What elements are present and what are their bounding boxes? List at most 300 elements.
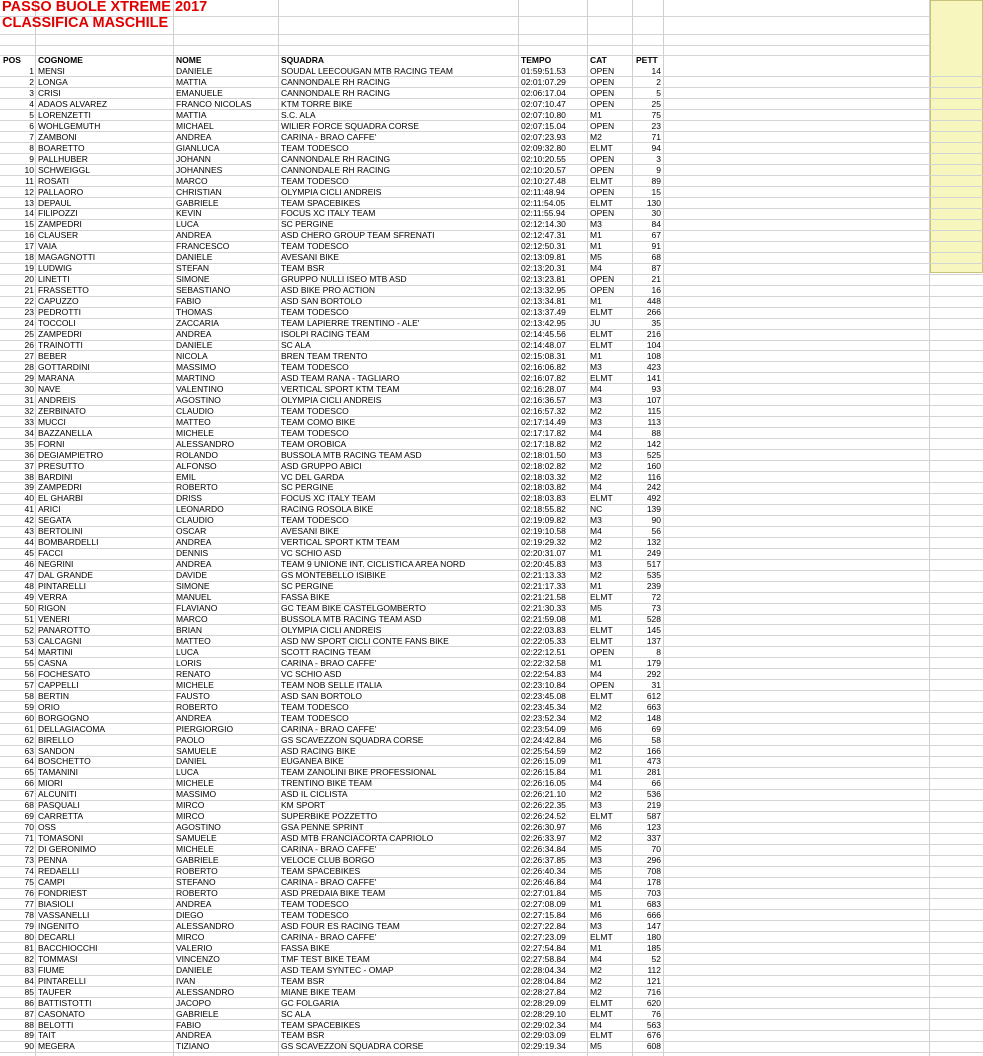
cell-nome[interactable]: NICOLA [176, 350, 208, 361]
cell-cat[interactable]: OPEN [590, 153, 615, 164]
cell-cat[interactable]: ELMT [590, 372, 613, 383]
cell-squadra[interactable]: TEAM TODESCO [281, 142, 349, 153]
cell-pett[interactable]: 216 [646, 329, 661, 340]
cell-tempo[interactable]: 02:27:54.84 [521, 942, 566, 953]
cell-pett[interactable]: 3 [656, 153, 661, 164]
cell-cat[interactable]: M1 [590, 898, 602, 909]
cell-squadra[interactable]: ASD PREDAIA BIKE TEAM [281, 888, 386, 898]
cell-pos[interactable]: 32 [24, 405, 34, 416]
cell-squadra[interactable]: KM SPORT [281, 800, 326, 811]
cell-cognome[interactable]: MIORI [38, 778, 63, 789]
cell-cat[interactable]: M2 [590, 405, 602, 416]
cell-tempo[interactable]: 02:13:37.49 [521, 307, 566, 318]
cell-nome[interactable]: JOHANN [176, 153, 211, 164]
cell-pett[interactable]: 160 [646, 460, 661, 471]
cell-squadra[interactable]: ISOLPI RACING TEAM [281, 329, 370, 340]
cell-pos[interactable]: 7 [29, 131, 34, 142]
cell-nome[interactable]: FRANCO NICOLAS [176, 98, 252, 109]
cell-nome[interactable]: VALENTINO [176, 383, 224, 394]
cell-cognome[interactable]: BERTIN [38, 690, 70, 701]
cell-squadra[interactable]: BUSSOLA MTB RACING TEAM ASD [281, 449, 422, 460]
cell-tempo[interactable]: 02:26:16.05 [521, 778, 566, 789]
cell-cat[interactable]: ELMT [590, 493, 613, 504]
cell-tempo[interactable]: 01:59:51.53 [521, 66, 566, 76]
cell-pos[interactable]: 38 [24, 471, 34, 482]
cell-cat[interactable]: ELMT [590, 811, 613, 822]
cell-cat[interactable]: M4 [590, 1019, 602, 1030]
cell-tempo[interactable]: 02:15:08.31 [521, 350, 566, 361]
cell-nome[interactable]: GABRIELE [176, 1008, 219, 1019]
cell-cat[interactable]: M2 [590, 964, 602, 975]
cell-squadra[interactable]: ASD CHERO GROUP TEAM SFRENATI [281, 230, 435, 241]
cell-nome[interactable]: CLAUDIO [176, 405, 214, 416]
cell-cognome[interactable]: BIRELLO [38, 734, 74, 745]
cell-cognome[interactable]: BEBER [38, 350, 67, 361]
cell-pett[interactable]: 108 [646, 350, 661, 361]
cell-tempo[interactable]: 02:13:32.95 [521, 285, 566, 296]
cell-tempo[interactable]: 02:23:54.09 [521, 723, 566, 734]
cell-nome[interactable]: DANIELE [176, 964, 213, 975]
cell-cognome[interactable]: TAMANINI [38, 767, 78, 778]
cell-pett[interactable]: 68 [651, 252, 661, 263]
cell-tempo[interactable]: 02:18:55.82 [521, 504, 566, 515]
cell-cognome[interactable]: FILIPOZZI [38, 208, 78, 219]
cell-pett[interactable]: 116 [647, 471, 661, 482]
cell-cognome[interactable]: WOHLGEMUTH [38, 120, 101, 131]
cell-squadra[interactable]: SC PERGINE [281, 482, 334, 493]
cell-cat[interactable]: M4 [590, 427, 602, 438]
cell-cognome[interactable]: ZAMPEDRI [38, 482, 82, 493]
cell-nome[interactable]: LUCA [176, 767, 199, 778]
cell-pos[interactable]: 88 [24, 1019, 34, 1030]
cell-pett[interactable]: 683 [646, 898, 661, 909]
cell-cognome[interactable]: VAIA [38, 241, 57, 252]
cell-pett[interactable]: 608 [646, 1041, 661, 1052]
cell-cognome[interactable]: TOMMASI [38, 953, 78, 964]
cell-tempo[interactable]: 02:18:02.82 [521, 460, 566, 471]
cell-cat[interactable]: M3 [590, 219, 602, 230]
cell-cognome[interactable]: DI GERONIMO [38, 844, 97, 855]
cell-cat[interactable]: ELMT [590, 175, 613, 186]
cell-pos[interactable]: 12 [24, 186, 34, 197]
cell-cat[interactable]: M4 [590, 526, 602, 537]
cell-cat[interactable]: OPEN [590, 208, 615, 219]
cell-cognome[interactable]: MENSI [38, 66, 65, 76]
cell-tempo[interactable]: 02:16:57.32 [521, 405, 566, 416]
cell-tempo[interactable]: 02:27:22.84 [521, 920, 566, 931]
cell-cognome[interactable]: FONDRIEST [38, 888, 88, 898]
cell-pos[interactable]: 60 [24, 712, 34, 723]
cell-squadra[interactable]: CANNONDALE RH RACING [281, 164, 391, 175]
cell-cat[interactable]: M1 [590, 614, 602, 624]
cell-tempo[interactable]: 02:26:34.84 [521, 844, 566, 855]
cell-pos[interactable]: 86 [24, 997, 34, 1008]
cell-pett[interactable]: 107 [646, 394, 661, 405]
cell-nome[interactable]: SAMUELE [176, 833, 217, 844]
cell-cognome[interactable]: ARICI [38, 504, 61, 515]
cell-nome[interactable]: ALFONSO [176, 460, 217, 471]
cell-pos[interactable]: 52 [24, 624, 34, 635]
cell-squadra[interactable]: GRUPPO NULLI ISEO MTB ASD [281, 274, 407, 285]
cell-squadra[interactable]: SC ALA [281, 340, 311, 350]
cell-pos[interactable]: 31 [24, 394, 34, 405]
cell-cognome[interactable]: PASQUALI [38, 800, 80, 811]
cell-cat[interactable]: M6 [590, 723, 602, 734]
cell-squadra[interactable]: OLYMPIA CICLI ANDREIS [281, 394, 382, 405]
cell-pos[interactable]: 8 [29, 142, 34, 153]
cell-squadra[interactable]: VC SCHIO ASD [281, 548, 342, 559]
cell-squadra[interactable]: TEAM TODESCO [281, 307, 349, 318]
cell-tempo[interactable]: 02:27:08.09 [521, 898, 566, 909]
cell-pett[interactable]: 179 [646, 657, 661, 668]
cell-squadra[interactable]: ASD TEAM SYNTEC - OMAP [281, 964, 394, 975]
cell-nome[interactable]: FABIO [176, 1019, 202, 1030]
cell-pett[interactable]: 185 [646, 942, 661, 953]
cell-pos[interactable]: 26 [24, 340, 34, 350]
cell-nome[interactable]: MANUEL [176, 592, 212, 603]
cell-pos[interactable]: 77 [24, 898, 34, 909]
cell-pett[interactable]: 703 [646, 888, 661, 898]
cell-cat[interactable]: M1 [590, 942, 602, 953]
cell-cognome[interactable]: DELLAGIACOMA [38, 723, 106, 734]
cell-squadra[interactable]: TEAM TODESCO [281, 241, 349, 252]
cell-pett[interactable]: 180 [646, 931, 661, 942]
cell-pos[interactable]: 11 [25, 175, 34, 186]
cell-squadra[interactable]: CARINA - BRAO CAFFE' [281, 723, 377, 734]
cell-nome[interactable]: THOMAS [176, 307, 213, 318]
cell-cat[interactable]: M5 [590, 1041, 602, 1052]
cell-cat[interactable]: M2 [590, 460, 602, 471]
cell-tempo[interactable]: 02:26:15.09 [521, 756, 566, 767]
cell-squadra[interactable]: VC DEL GARDA [281, 471, 344, 482]
cell-cognome[interactable]: INGENITO [38, 920, 79, 931]
cell-pett[interactable]: 31 [651, 679, 661, 690]
cell-nome[interactable]: IVAN [176, 975, 196, 986]
cell-squadra[interactable]: BREN TEAM TRENTO [281, 350, 368, 361]
cell-pett[interactable]: 72 [651, 592, 661, 603]
cell-cat[interactable]: M4 [590, 778, 602, 789]
cell-pett[interactable]: 30 [651, 208, 661, 219]
cell-tempo[interactable]: 02:26:21.10 [521, 789, 566, 800]
cell-squadra[interactable]: AVESANI BIKE [281, 252, 339, 263]
cell-squadra[interactable]: TEAM BSR [281, 975, 325, 986]
cell-squadra[interactable]: CARINA - BRAO CAFFE' [281, 657, 377, 668]
cell-squadra[interactable]: TEAM SPACEBIKES [281, 866, 361, 877]
cell-cognome[interactable]: BOMBARDELLI [38, 537, 99, 548]
cell-pos[interactable]: 90 [24, 1041, 34, 1052]
cell-pos[interactable]: 5 [29, 109, 34, 120]
cell-tempo[interactable]: 02:28:27.84 [521, 986, 566, 997]
cell-squadra[interactable]: FASSA BIKE [281, 942, 330, 953]
cell-squadra[interactable]: TMF TEST BIKE TEAM [281, 953, 370, 964]
cell-tempo[interactable]: 02:10:20.57 [521, 164, 566, 175]
cell-cognome[interactable]: RIGON [38, 603, 66, 614]
cell-pos[interactable]: 13 [24, 197, 34, 208]
cell-pett[interactable]: 66 [651, 778, 661, 789]
cell-cat[interactable]: ELMT [590, 690, 613, 701]
cell-cat[interactable]: M1 [590, 657, 602, 668]
cell-tempo[interactable]: 02:19:10.58 [521, 526, 566, 537]
cell-cat[interactable]: M1 [590, 756, 602, 767]
cell-tempo[interactable]: 02:26:37.85 [521, 855, 566, 866]
cell-cat[interactable]: M3 [590, 449, 602, 460]
cell-squadra[interactable]: TEAM TODESCO [281, 701, 349, 712]
cell-tempo[interactable]: 02:28:29.09 [521, 997, 566, 1008]
cell-tempo[interactable]: 02:18:01.50 [521, 449, 566, 460]
cell-pett[interactable]: 115 [647, 405, 661, 416]
cell-tempo[interactable]: 02:12:14.30 [521, 219, 566, 230]
cell-pos[interactable]: 84 [24, 975, 34, 986]
cell-cognome[interactable]: TOMASONI [38, 833, 84, 844]
cell-pett[interactable]: 75 [651, 109, 661, 120]
cell-tempo[interactable]: 02:17:17.82 [521, 427, 566, 438]
cell-pos[interactable]: 23 [24, 307, 34, 318]
cell-cognome[interactable]: SEGATA [38, 515, 72, 526]
cell-squadra[interactable]: OLYMPIA CICLI ANDREIS [281, 624, 382, 635]
cell-pos[interactable]: 55 [24, 657, 34, 668]
cell-cat[interactable]: M2 [590, 975, 602, 986]
cell-pos[interactable]: 81 [24, 942, 34, 953]
cell-pos[interactable]: 71 [24, 833, 34, 844]
cell-tempo[interactable]: 02:26:40.34 [521, 866, 566, 877]
cell-tempo[interactable]: 02:23:52.34 [521, 712, 566, 723]
cell-cat[interactable]: OPEN [590, 679, 615, 690]
cell-pos[interactable]: 37 [24, 460, 34, 471]
cell-cat[interactable]: NC [590, 504, 603, 515]
cell-pett[interactable]: 620 [646, 997, 661, 1008]
cell-cognome[interactable]: MEGERA [38, 1041, 75, 1052]
cell-nome[interactable]: DANIELE [176, 252, 213, 263]
cell-tempo[interactable]: 02:28:04.84 [521, 975, 566, 986]
cell-pos[interactable]: 58 [24, 690, 34, 701]
cell-tempo[interactable]: 02:11:54.05 [521, 197, 566, 208]
cell-cognome[interactable]: TAUFER [38, 986, 72, 997]
cell-pos[interactable]: 69 [24, 811, 34, 822]
cell-squadra[interactable]: ASD TEAM RANA - TAGLIARO [281, 372, 400, 383]
cell-nome[interactable]: ROBERTO [176, 888, 218, 898]
cell-nome[interactable]: ALESSANDRO [176, 986, 235, 997]
cell-squadra[interactable]: SC ALA [281, 1008, 311, 1019]
cell-cognome[interactable]: VASSANELLI [38, 909, 90, 920]
cell-cat[interactable]: OPEN [590, 76, 615, 87]
cell-cat[interactable]: ELMT [590, 340, 613, 350]
cell-pos[interactable]: 66 [24, 778, 34, 789]
cell-cat[interactable]: M2 [590, 701, 602, 712]
cell-squadra[interactable]: AVESANI BIKE [281, 526, 339, 537]
cell-squadra[interactable]: TEAM NOB SELLE ITALIA [281, 679, 382, 690]
cell-squadra[interactable]: CARINA - BRAO CAFFE' [281, 877, 377, 888]
cell-nome[interactable]: CLAUDIO [176, 515, 214, 526]
cell-squadra[interactable]: CANNONDALE RH RACING [281, 153, 391, 164]
cell-nome[interactable]: STEFANO [176, 877, 216, 888]
cell-tempo[interactable]: 02:13:23.81 [521, 274, 566, 285]
cell-cat[interactable]: M1 [590, 296, 602, 307]
cell-cognome[interactable]: PRESUTTO [38, 460, 85, 471]
cell-pett[interactable]: 67 [651, 230, 661, 241]
cell-nome[interactable]: ROBERTO [176, 866, 218, 877]
cell-pett[interactable]: 8 [656, 646, 661, 657]
cell-pett[interactable]: 663 [646, 701, 661, 712]
cell-cognome[interactable]: SCHWEIGGL [38, 164, 90, 175]
cell-nome[interactable]: ANDREA [176, 712, 212, 723]
cell-squadra[interactable]: ASD GRUPPO ABICI [281, 460, 362, 471]
cell-cat[interactable]: OPEN [590, 87, 615, 98]
cell-cognome[interactable]: LONGA [38, 76, 68, 87]
cell-pett[interactable]: 666 [646, 909, 661, 920]
cell-squadra[interactable]: GS MONTEBELLO ISIBIKE [281, 570, 386, 581]
cell-nome[interactable]: ANDREA [176, 131, 212, 142]
cell-cognome[interactable]: FACCI [38, 548, 64, 559]
cell-tempo[interactable]: 02:01:07.29 [521, 76, 566, 87]
cell-cognome[interactable]: DEPAUL [38, 197, 72, 208]
cell-pett[interactable]: 337 [646, 833, 661, 844]
cell-nome[interactable]: ZACCARIA [176, 318, 219, 329]
cell-squadra[interactable]: WILIER FORCE SQUADRA CORSE [281, 120, 419, 131]
cell-nome[interactable]: MATTEO [176, 416, 211, 427]
cell-cognome[interactable]: ZAMPEDRI [38, 219, 82, 230]
cell-cat[interactable]: M2 [590, 986, 602, 997]
cell-tempo[interactable]: 02:23:45.08 [521, 690, 566, 701]
cell-tempo[interactable]: 02:26:46.84 [521, 877, 566, 888]
cell-nome[interactable]: GIANLUCA [176, 142, 220, 153]
cell-nome[interactable]: DANIELE [176, 66, 213, 76]
cell-pett[interactable]: 473 [646, 756, 661, 767]
cell-nome[interactable]: BRIAN [176, 624, 202, 635]
cell-squadra[interactable]: CARINA - BRAO CAFFE' [281, 931, 377, 942]
cell-squadra[interactable]: CANNONDALE RH RACING [281, 76, 391, 87]
cell-nome[interactable]: KEVIN [176, 208, 202, 219]
cell-pett[interactable]: 76 [651, 1008, 661, 1019]
cell-cat[interactable]: JU [590, 318, 601, 329]
cell-pos[interactable]: 80 [24, 931, 34, 942]
cell-pett[interactable]: 73 [651, 603, 661, 614]
cell-tempo[interactable]: 02:20:31.07 [521, 548, 566, 559]
cell-cat[interactable]: ELMT [590, 197, 613, 208]
cell-cat[interactable]: M5 [590, 888, 602, 898]
cell-pett[interactable]: 130 [646, 197, 661, 208]
cell-nome[interactable]: ROBERTO [176, 482, 218, 493]
cell-squadra[interactable]: VC SCHIO ASD [281, 668, 342, 679]
cell-pos[interactable]: 20 [24, 274, 34, 285]
cell-squadra[interactable]: TEAM TODESCO [281, 361, 349, 372]
cell-pos[interactable]: 61 [24, 723, 34, 734]
cell-cognome[interactable]: CASNA [38, 657, 68, 668]
cell-pett[interactable]: 5 [656, 87, 661, 98]
cell-cat[interactable]: M2 [590, 789, 602, 800]
cell-pett[interactable]: 166 [646, 745, 661, 756]
cell-cat[interactable]: ELMT [590, 142, 613, 153]
cell-pos[interactable]: 75 [24, 877, 34, 888]
cell-tempo[interactable]: 02:26:30.97 [521, 822, 566, 833]
cell-nome[interactable]: MATTEO [176, 635, 211, 646]
cell-nome[interactable]: JACOPO [176, 997, 211, 1008]
cell-cognome[interactable]: NAVE [38, 383, 61, 394]
cell-pos[interactable]: 39 [24, 482, 34, 493]
cell-cognome[interactable]: EL GHARBI [38, 493, 84, 504]
cell-tempo[interactable]: 02:19:29.32 [521, 537, 566, 548]
cell-cat[interactable]: M5 [590, 603, 602, 614]
cell-pett[interactable]: 35 [651, 318, 661, 329]
cell-pos[interactable]: 64 [24, 756, 34, 767]
cell-cognome[interactable]: CAMPI [38, 877, 65, 888]
cell-tempo[interactable]: 02:22:05.33 [521, 635, 566, 646]
cell-squadra[interactable]: TEAM OROBICA [281, 438, 347, 449]
cell-tempo[interactable]: 02:28:04.34 [521, 964, 566, 975]
cell-nome[interactable]: SAMUELE [176, 745, 217, 756]
cell-squadra[interactable]: FOCUS XC ITALY TEAM [281, 208, 376, 219]
cell-cat[interactable]: ELMT [590, 1030, 613, 1041]
cell-tempo[interactable]: 02:18:03.82 [521, 482, 566, 493]
cell-nome[interactable]: SIMONE [176, 581, 210, 592]
cell-squadra[interactable]: ASD SAN BORTOLO [281, 690, 362, 701]
cell-nome[interactable]: EMANUELE [176, 87, 223, 98]
cell-nome[interactable]: MIRCO [176, 931, 205, 942]
cell-cat[interactable]: M3 [590, 361, 602, 372]
cell-pos[interactable]: 40 [24, 493, 34, 504]
cell-cognome[interactable]: MAGAGNOTTI [38, 252, 96, 263]
cell-cat[interactable]: OPEN [590, 274, 615, 285]
cell-squadra[interactable]: TEAM TODESCO [281, 405, 349, 416]
cell-squadra[interactable]: TEAM TODESCO [281, 712, 349, 723]
cell-pos[interactable]: 4 [29, 98, 34, 109]
cell-cognome[interactable]: CALCAGNI [38, 635, 82, 646]
cell-nome[interactable]: ALESSANDRO [176, 920, 235, 931]
cell-cat[interactable]: M4 [590, 877, 602, 888]
cell-cognome[interactable]: LINETTI [38, 274, 70, 285]
cell-pett[interactable]: 89 [651, 175, 661, 186]
cell-nome[interactable]: MIRCO [176, 811, 205, 822]
cell-cat[interactable]: M1 [590, 548, 602, 559]
cell-nome[interactable]: ROLANDO [176, 449, 219, 460]
cell-cognome[interactable]: BAZZANELLA [38, 427, 93, 438]
cell-tempo[interactable]: 02:22:54.83 [521, 668, 566, 679]
cell-pett[interactable]: 21 [651, 274, 661, 285]
cell-tempo[interactable]: 02:07:10.47 [521, 98, 566, 109]
cell-cognome[interactable]: LORENZETTI [38, 109, 91, 120]
cell-squadra[interactable]: TEAM SPACEBIKES [281, 1019, 361, 1030]
cell-cat[interactable]: M2 [590, 833, 602, 844]
cell-squadra[interactable]: TEAM TODESCO [281, 898, 349, 909]
cell-cat[interactable]: ELMT [590, 624, 613, 635]
cell-pos[interactable]: 25 [24, 329, 34, 340]
cell-nome[interactable]: MICHELE [176, 778, 214, 789]
cell-pos[interactable]: 45 [24, 548, 34, 559]
cell-nome[interactable]: LUCA [176, 646, 199, 657]
cell-pos[interactable]: 6 [29, 120, 34, 131]
cell-squadra[interactable]: CANNONDALE RH RACING [281, 87, 391, 98]
cell-nome[interactable]: ANDREA [176, 329, 212, 340]
cell-pos[interactable]: 74 [24, 866, 34, 877]
cell-pos[interactable]: 49 [24, 592, 34, 603]
cell-nome[interactable]: MICHELE [176, 427, 214, 438]
cell-nome[interactable]: PIERGIORGIO [176, 723, 234, 734]
cell-cat[interactable]: M2 [590, 712, 602, 723]
cell-pett[interactable]: 123 [646, 822, 661, 833]
cell-cognome[interactable]: SANDON [38, 745, 75, 756]
cell-tempo[interactable]: 02:20:45.83 [521, 559, 566, 570]
cell-pett[interactable]: 52 [651, 953, 661, 964]
cell-cognome[interactable]: ZERBINATO [38, 405, 86, 416]
cell-pett[interactable]: 708 [646, 866, 661, 877]
cell-pos[interactable]: 73 [24, 855, 34, 866]
cell-squadra[interactable]: TEAM TODESCO [281, 175, 349, 186]
cell-pos[interactable]: 70 [24, 822, 34, 833]
cell-squadra[interactable]: FOCUS XC ITALY TEAM [281, 493, 376, 504]
cell-squadra[interactable]: TEAM BSR [281, 1030, 325, 1041]
cell-nome[interactable]: ANDREA [176, 898, 212, 909]
cell-pett[interactable]: 587 [646, 811, 661, 822]
cell-squadra[interactable]: ASD FOUR ES RACING TEAM [281, 920, 400, 931]
